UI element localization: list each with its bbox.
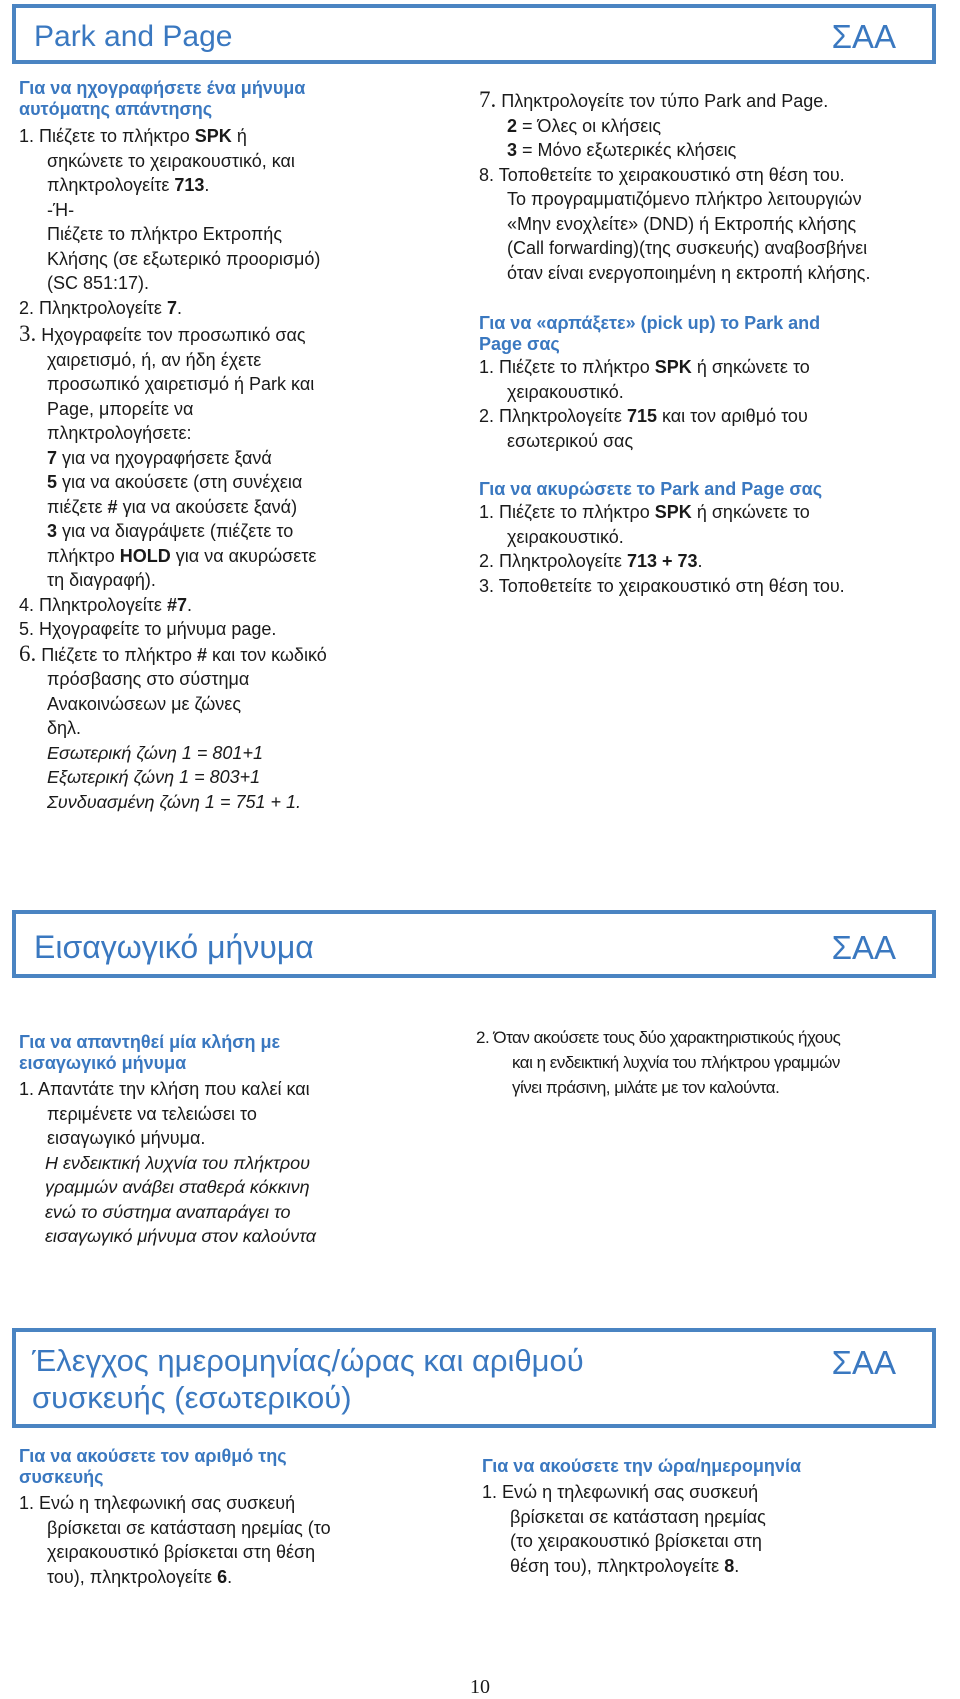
intro-right-column: 2. Όταν ακούσετε τους δύο χαρακτηριστικούς ήχους και η ενδεικτική λυχνία του πλήκτρου γραμμών γίνει πράσινη, μιλάτε με τον καλούντα. xyxy=(476,1028,841,1097)
page-number: 10 xyxy=(470,1676,490,1698)
park-page-right-column: 7. Πληκτρολογείτε τον τύπο Park and Page. 2 = Όλες οι κλήσεις 3 = Μόνο εξωτερικές κλήσεις 8. Τοποθετείτε το χειρακουστικό στη θέση του. Το προγραμματιζόμενο πλήκτρο λειτουργιών «Μην ενοχλείτε» (DND) ή Εκτροπής κλήσης (Call forwarding)(της συσκευής) αναβοσβήνει όταν είναι ενεργοποιημένη η εκτροπή κλήσης. Για να «αρπάξετε» (pick up) το Park and Page σας 1. Πιέζετε το πλήκτρο SPK ή σηκώνετε το χειρακουστικό. 2. Πληκτρολογείτε 715 και τον αριθμό του εσωτερικού σας Για να ακυρώσετε το Park and Page σας 1. Πιέζετε το πλήκτρο SPK ή σηκώνετε το χειρακουστικό. 2. Πληκτρολογείτε 713 + 73. 3. Τοποθετείτε το χειρακουστικό στη θέση του. xyxy=(479,88,949,598)
subheading: Για να «αρπάξετε» (pick up) το Park and Page σας xyxy=(479,313,821,354)
subheading: Για να ακυρώσετε το Park and Page σας xyxy=(479,479,823,499)
section-title: Εισαγωγικό μήνυμα xyxy=(34,929,314,965)
subheading: Για να απαντηθεί μία κλήση με εισαγωγικό μήνυμα xyxy=(19,1032,281,1073)
device-number-column: Για να ακούσετε τον αριθμό της συσκευής 1. Ενώ η τηλεφωνική σας συσκευή βρίσκεται σε κατάσταση ηρεμίας (το χειρακουστικό βρίσκεται στη θέση του), πληκτρολογείτε 6. xyxy=(19,1446,459,1589)
intro-left-column: Για να απαντηθεί μία κλήση με εισαγωγικό μήνυμα 1. Απαντάτε την κλήση που καλεί και περιμένετε να τελειώσει το εισαγωγικό μήνυμα. Η ενδεικτική λυχνία του πλήκτρου γραμμών ανάβει σταθερά κόκκινη ενώ το σύστημα αναπαράγει το εισαγωγικό μήνυμα στον καλούντα xyxy=(19,1032,459,1249)
subheading: Για να ακούσετε την ώρα/ημερομηνία xyxy=(482,1456,802,1476)
section-title: Park and Page xyxy=(34,20,233,53)
section-header-park-and-page xyxy=(12,4,936,64)
step-4: 4. Πληκτρολογείτε #7. xyxy=(19,594,192,615)
section-tag: ΣΑΑ xyxy=(831,929,896,966)
step-1: 1. Πιέζετε το πλήκτρο SPK ή xyxy=(19,126,247,146)
section-tag: ΣΑΑ xyxy=(831,18,896,55)
section-header-date-time xyxy=(12,1328,936,1428)
subheading: Για να ακούσετε τον αριθμό της συσκευής xyxy=(19,1446,287,1487)
step-3: 3. Ηχογραφείτε τον προσωπικό σας xyxy=(19,321,306,346)
time-date-column: Για να ακούσετε την ώρα/ημερομηνία 1. Ενώ η τηλεφωνική σας συσκευή βρίσκεται σε κατάσταση ηρεμίας (το χειρακουστικό βρίσκεται στη θέση του), πληκτρολογείτε 8. xyxy=(482,1456,942,1578)
step-7: 7. Πληκτρολογείτε τον τύπο Park and Page. xyxy=(479,87,829,112)
step-8: 8. Τοποθετείτε το χειρακουστικό στη θέση του. xyxy=(479,164,845,185)
step-2: 2. Πληκτρολογείτε 7. xyxy=(19,297,182,318)
section-tag: ΣΑΑ xyxy=(831,1344,896,1381)
step-5: 5. Ηχογραφείτε το μήνυμα page. xyxy=(19,619,277,639)
section-header-intro-message xyxy=(12,910,936,978)
step-6: 6. Πιέζετε το πλήκτρο # και τον κωδικό xyxy=(19,640,327,666)
subheading: Για να ηχογραφήσετε ένα μήνυμα αυτόματης απάντησης xyxy=(19,78,306,119)
section-title: Έλεγχος ημερομηνίας/ώρας και αριθμού συσκευής (εσωτερικού) xyxy=(32,1343,584,1415)
park-page-left-column: Για να ηχογραφήσετε ένα μήνυμα αυτόματης απάντησης 1. Πιέζετε το πλήκτρο SPK ή σηκώνετε το χειρακουστικό, και πληκτρολογείτε 713. -Ή- Πιέζετε το πλήκτρο Εκτροπής Κλήσης (σε εξωτερικό προορισμό) (SC 851:17). 2. Πληκτρολογείτε 7. 3. Ηχογραφείτε τον προσωπικό σας χαιρετισμό, ή, αν ήδη έχετε προσωπικό χαιρετισμό ή Park και Page, μπορείτε να πληκτρολογήσετε: 7 για να ηχογραφήσετε ξανά 5 για να ακούσετε (στη συνέχεια πιέζετε # για να ακούσετε ξανά) 3 για να διαγράψετε (πιέζετε το πλήκτρο HOLD για να ακυρώσετε τη διαγραφή). 4. Πληκτρολογείτε #7. 5. Ηχογραφείτε το μήνυμα page. 6. Πιέζετε το πλήκτρο # και τον κωδικό πρόσβασης στο σύστημα Ανακοινώσεων με ζώνες δηλ. Εσωτερική ζώνη 1 = 801+1 Εξωτερική ζώνη 1 = 803+1 Συνδυασμένη ζώνη 1 = 751 + 1. xyxy=(19,78,459,814)
